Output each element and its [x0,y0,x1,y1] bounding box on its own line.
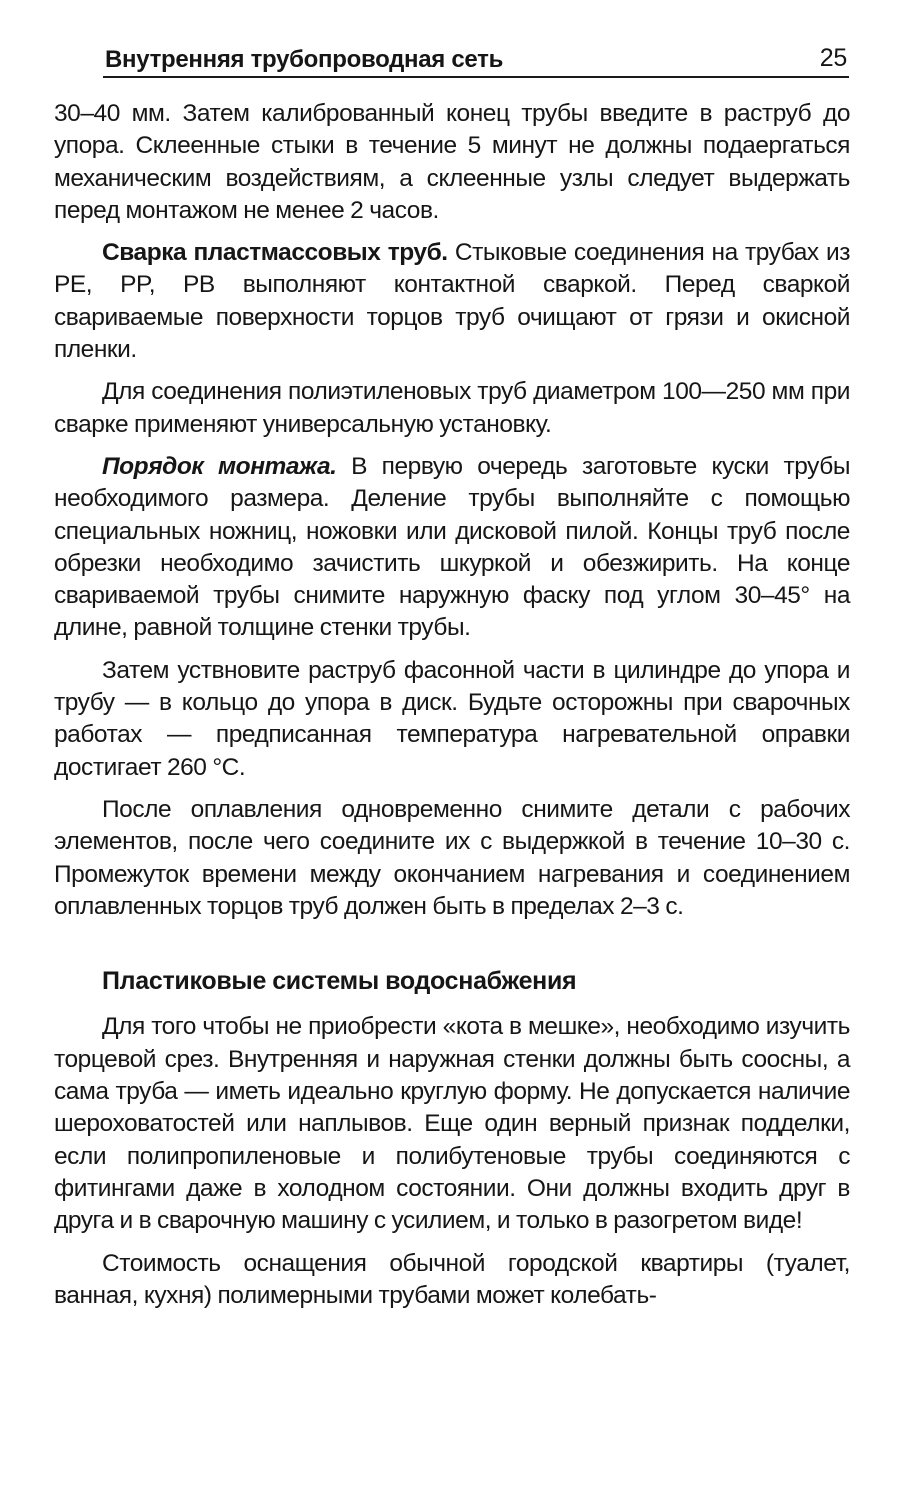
paragraph-5: Затем уствновите раструб фасонной части в цилиндре до упора и трубу — в кольцо до упора в диск. Будьте осторожны при сварочных работах — предписанная температура нагревательной оправки достигает 260 °С. [54,656,850,781]
running-header-title: Внутренняя трубопроводная сеть [105,46,504,73]
paragraph-6: После оплавления одновременно снимите детали с рабочих элементов, после чего соедините их с выдержкой в течение 10–30 с. Промежуток времени между окончанием нагревания и соединением оплавленных торцов труб должен быть в пределах 2–3 с. [54,795,850,920]
paragraph-4-text: В первую очередь заготовьте куски трубы необходимого размера. Деление трубы выполняйте с помощью специальных ножниц, ножовки или дисковой пилой. Концы труб после обрезки необходимо зачистить шкуркой и обезжирить. На конце свариваемой трубы снимите наружную фаску под углом 30–45° на длине, равной толщине стенки трубы. [54,452,850,642]
paragraph-2 [54,237,850,366]
paragraph-7: Для того чтобы не приобрести «кота в мешке», необходимо изучить торцевой срез. Внутренняя и наружная стенки должны быть соосны, а сама труба — иметь идеально круглую форму. Не допускается наличие шероховатостей или наплывов. Еще один верный признак подделки, если полипропиленовые и полибутеновые трубы соединяются с фитингами даже в холодном состоянии. Они должны входить друг в друга и в сварочную машину с усилием, и только в разогретом виде! [54,1013,850,1235]
section-heading: Пластиковые системы водоснабжения [102,967,577,996]
page-number: 25 [819,44,847,72]
paragraph-8: Стоимость оснащения обычной городской квартиры (туалет, ванная, кухня) полимерными трубами может колебать- [54,1249,850,1309]
paragraph-2-text: Стыковые соединения на трубах из PE, PP, PB выполняют контактной сваркой. Перед сваркой свариваемые поверхности торцов труб очищают от грязи и окисной пленки. [54,239,850,364]
paragraph-1: 30–40 мм. Затем калиброванный конец трубы введите в раструб до упора. Склеенные стыки в течение 5 минут не должны подаергаться механическим воздействиям, а склеенные узлы следует выдержать перед монтажом не менее 2 часов. [54,100,850,224]
running-header [103,42,849,78]
paragraph-2-lead: Сварка пластмассовых труб. [102,239,448,267]
paragraph-4 [54,451,850,645]
body-text [54,98,850,1322]
paragraph-4-lead: Порядок монтажа. [102,452,337,480]
paragraph-3: Для соединения полиэтиленовых труб диаметром 100—250 мм при сварке применяют универсальную установку. [54,378,850,438]
